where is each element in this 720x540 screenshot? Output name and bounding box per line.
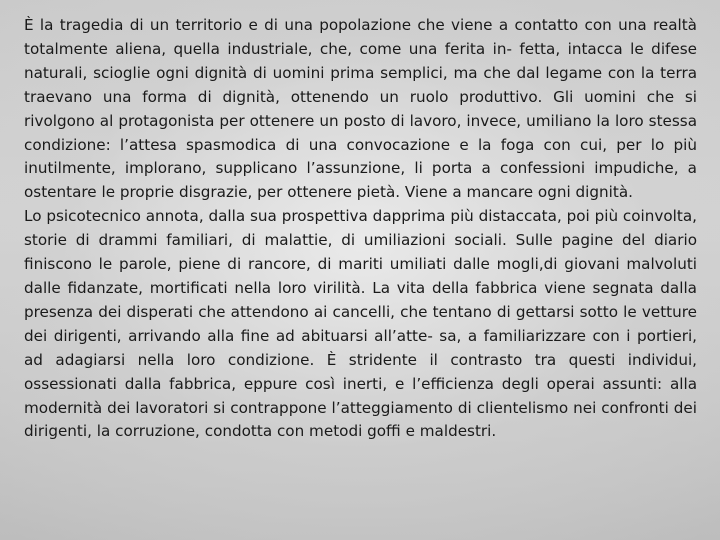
body-text — [24, 14, 697, 444]
paragraph-2: Lo psicotecnico annota, dalla sua prospettiva dapprima più distaccata, poi più coinvolta, storie di drammi familiari, di malattie, di umiliazioni sociali. Sulle pagine del diario finiscono le parole, piene di rancore, di mariti umiliati dalle mogli,di giovani malvoluti dalle fidanzate, mortificati nella loro virilità. La vita della fabbrica viene segnata dalla presenza dei disperati che attendono ai cancelli, che tentano di gettarsi sotto le vetture dei dirigenti, arrivando alla fine ad abituarsi all’atte- sa, a familiarizzare con i portieri, ad adagiarsi nella loro condizione. È stridente il contrasto tra questi individui, ossessionati dalla fabbrica, eppure così inerti, e l’efficienza degli operai assunti: alla modernità dei lavoratori si contrappone l’atteggiamento di clientelismo nei confronti dei dirigenti, la corruzione, condotta con metodi goffi e maldestri. — [24, 207, 697, 441]
paragraph-1: È la tragedia di un territorio e di una popolazione che viene a contatto con una realtà totalmente aliena, quella industriale, che, come una ferita in- fetta, intacca le difese naturali, scioglie ogni dignità di uomini prima semplici, ma che dal legame con la terra traevano una forma di dignità, ottenendo un ruolo produttivo. Gli uomini che si rivolgono al protagonista per ottenere un posto di lavoro, invece, umiliano la loro stessa condizione: l’attesa spasmodica di una convocazione e la foga con cui, per lo più inutilmente, implorano, supplicano l’assunzione, li porta a confessioni impudiche, a ostentare le proprie disgrazie, per ottenere pietà. Viene a mancare ogni dignità. — [24, 16, 697, 202]
